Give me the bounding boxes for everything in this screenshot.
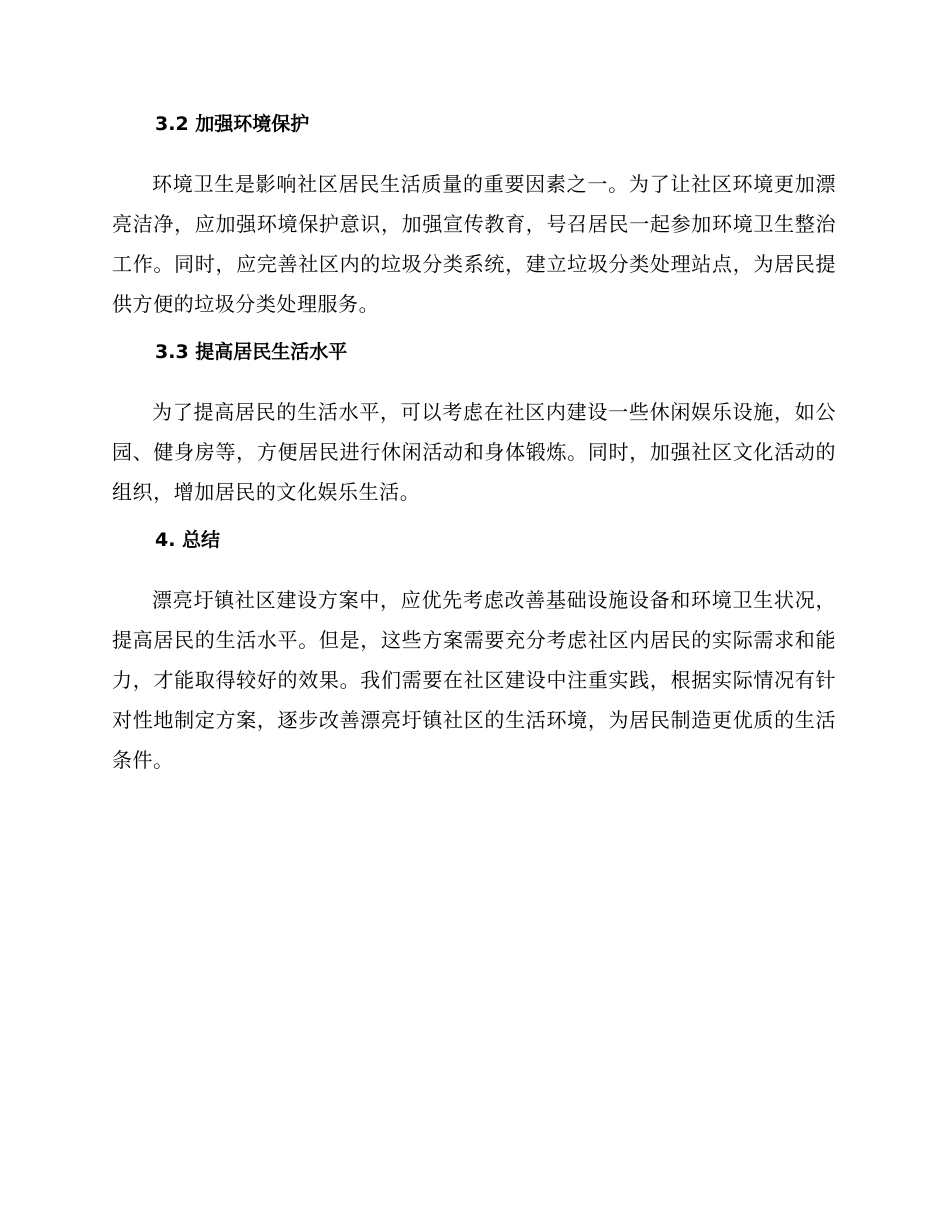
section-gap <box>112 324 836 332</box>
section-living-standard <box>112 332 836 512</box>
section-environment <box>112 104 836 324</box>
section-heading: 3.2 加强环境保护 <box>155 113 310 135</box>
section-paragraph: 漂亮圩镇社区建设方案中，应优先考虑改善基础设施设备和环境卫生状况，提高居民的生活水平。但是，这些方案需要充分考虑社区内居民的实际需求和能力，才能取得较好的效果。我们需要在社区建设中注重实践，根据实际情况有针对性地制定方案，逐步改善漂亮圩镇社区的生活环境，为居民制造更优质的生活条件。 <box>112 588 836 772</box>
section-heading: 3.3 提高居民生活水平 <box>155 341 348 363</box>
section-summary <box>112 520 836 780</box>
section-paragraph: 为了提高居民的生活水平，可以考虑在社区内建设一些休闲娱乐设施，如公园、健身房等，方便居民进行休闲活动和身体锻炼。同时，加强社区文化活动的组织，增加居民的文化娱乐生活。 <box>112 400 836 504</box>
section-heading: 4. 总结 <box>155 529 221 551</box>
section-gap <box>112 512 836 520</box>
document-body <box>112 104 836 780</box>
section-paragraph: 环境卫生是影响社区居民生活质量的重要因素之一。为了让社区环境更加漂亮洁净，应加强环境保护意识，加强宣传教育，号召居民一起参加环境卫生整治工作。同时，应完善社区内的垃圾分类系统，建立垃圾分类处理站点，为居民提供方便的垃圾分类处理服务。 <box>112 172 836 316</box>
